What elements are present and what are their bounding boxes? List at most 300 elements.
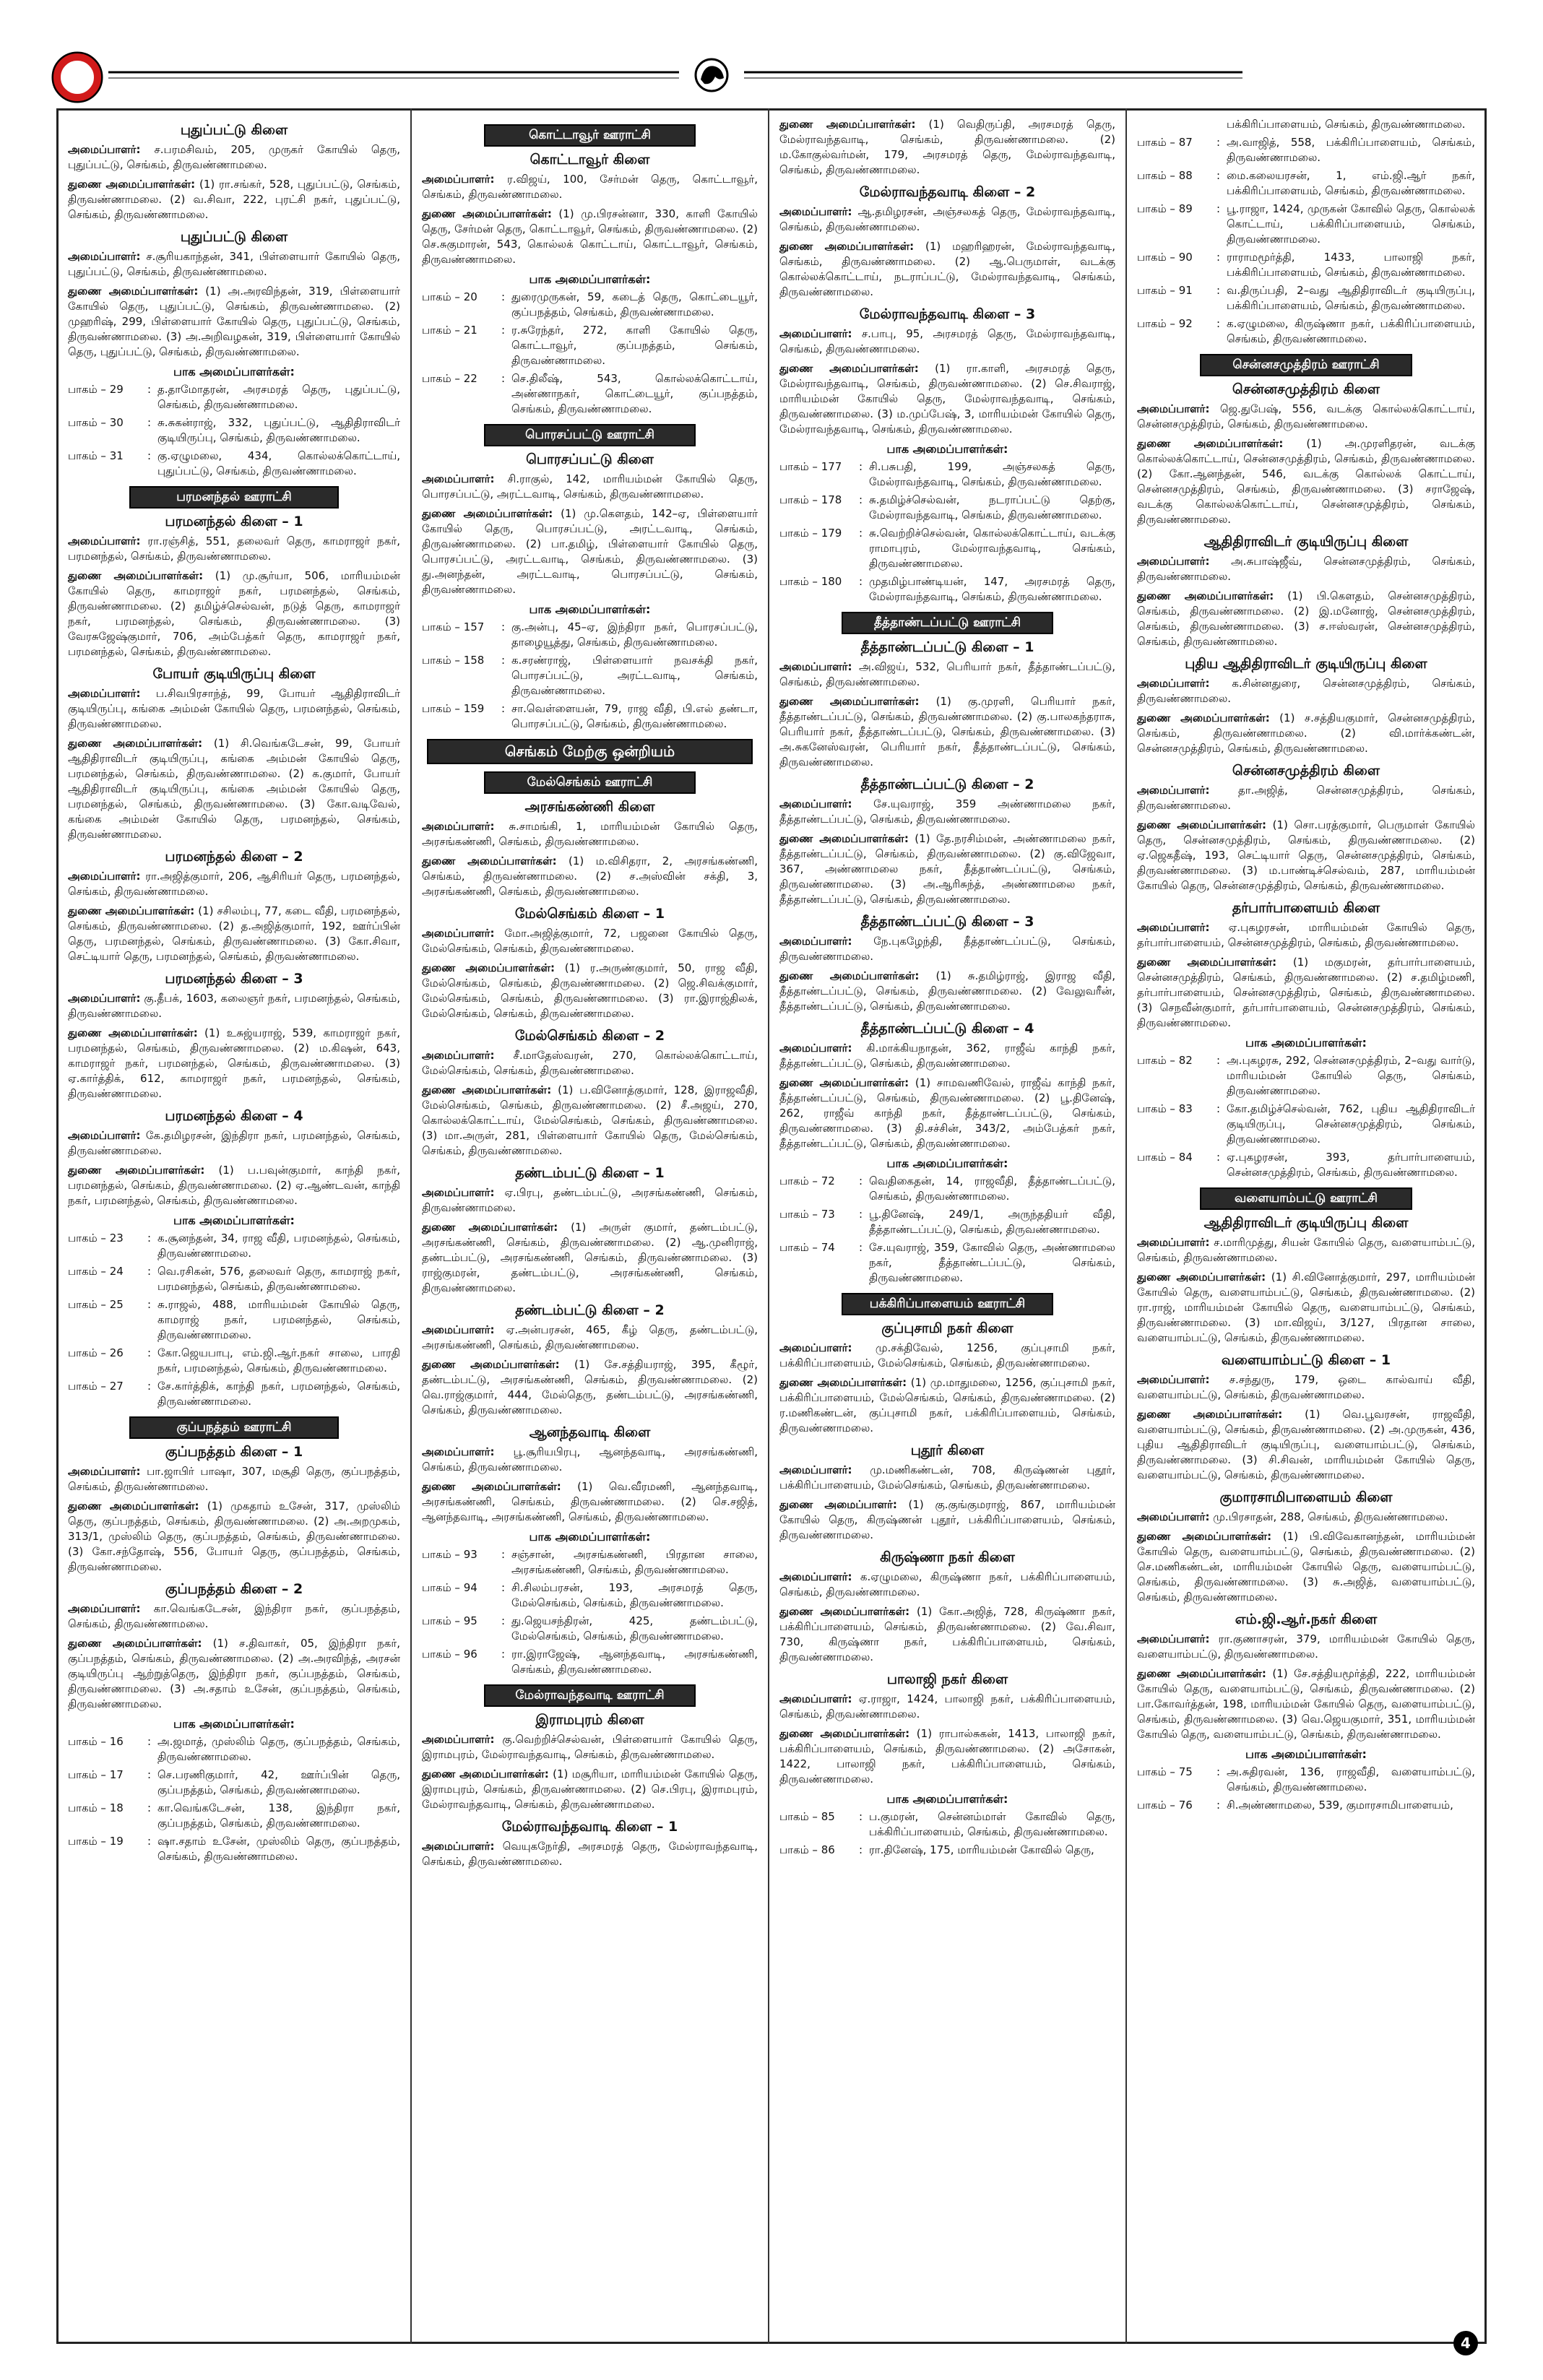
member-details: (1) ச.சத்தியகுமார், சென்னசமுத்திரம், செங்கம், திருவண்ணாமலை. (2) வி.மார்க்கண்டன், சென்னசமுத்திரம், செங்கம், திருவண்ணாமலை. — [1137, 711, 1475, 755]
branch-block — [779, 640, 1115, 770]
member-details: (1) சாமவணிவேல், ராஜீவ் காந்தி நகர், தீத்தாண்டப்பட்டு, செங்கம், திருவண்ணாமலை. (2) பூ.தினேஷ், 262, ராஜீவ் காந்தி நகர், தீத்தாண்டப்பட்டு, செங்கம், திருவண்ணாமலை. (3) தி.சச்சின், 343/2, அம்பேத்கர் நகர், தீத்தாண்டப்பட்டு, செங்கம், திருவண்ணாமலை. — [779, 1076, 1116, 1150]
branch-title: மேல்ராவந்தவாடி கிளை – 1 — [501, 1819, 678, 1835]
booth-details: செ.பரணிகுமார், 42, ஊர்ப்பின் தெரு, குப்பநத்தம், செங்கம், திருவண்ணாமலை. — [157, 1768, 400, 1796]
branch-title: ஆதிதிராவிடர் குடியிருப்பு கிளை — [1203, 1215, 1409, 1231]
member-entry — [779, 831, 1115, 907]
role-label: துணை அமைப்பாளர்கள்: — [422, 961, 556, 974]
booth-row — [779, 1207, 1115, 1237]
member-entry — [68, 1499, 400, 1575]
member-details: (1) சொ.பரத்குமார், பெருமாள் கோயில் தெரு, சென்னசமுத்திரம், செங்கம், திருவண்ணாமலை. (2) ஏ.ஜெகதீஷ், 193, செட்டியார் தெரு, சென்னசமுத்திரம், செங்கம், திருவண்ணாமலை. (3) ம.பாண்டிச்செல்வம், 287, மாரியம்மன் கோயில் தெரு, சென்னசமுத்திரம், செங்கம், திருவண்ணாமலை. — [1137, 818, 1475, 892]
member-entry — [68, 1026, 400, 1102]
member-details: (1) மு.பிரசன்னா, 330, காளி கோயில் தெரு, சேர்மன் தெரு, கொட்டாவூர், செங்கம், திருவண்ணாமலை. (2) செ.சுகுமாரன், 543, கொல்லக் கொட்டாய், கொட்டாவூர், செங்கம், திருவண்ணாமலை. — [422, 207, 758, 266]
booth-row — [68, 1346, 400, 1376]
member-entry — [422, 1323, 758, 1353]
booth-details: ரா.தினேஷ், 175, மாரியம்மன் கோவில் தெரு, — [869, 1843, 1094, 1856]
branch-title: பரமனந்தல் கிளை – 2 — [165, 849, 303, 865]
booth-details: சு.வெற்றிச்செல்வன், கொல்லக்கொட்டாய், வடக்கு ராமாபுரம், மேல்ராவந்தவாடி, செங்கம், திருவண்ணாமலை. — [869, 527, 1115, 570]
branch-title: கொட்டாவூர் கிளை — [530, 152, 650, 168]
masthead — [0, 0, 1543, 108]
member-entry — [1137, 402, 1475, 432]
column-1 — [58, 108, 412, 2344]
member-details: ச.சந்துரு, 179, ஒடை கால்வாய் வீதி, வளையாம்பட்டு, செங்கம், திருவண்ணாமலை. — [1137, 1373, 1475, 1401]
role-label: துணை அமைப்பாளர்கள்: — [1137, 1408, 1283, 1421]
role-label: அமைப்பாளர்: — [68, 250, 141, 263]
member-details: (1) சே.சத்தியமூர்த்தி, 222, மாரியம்மன் கோயில் தெரு, வளையாம்பட்டு, செங்கம், திருவண்ணாமலை. (2) பா.கோவர்த்தன், 198, மாரியம்மன் கோயில் தெரு, வளையாம்பட்டு, செங்கம், திருவண்ணாமலை. (3) வெ.ஜெயகுமார், 351, மாரியம்மன் கோயில் தெரு, வளையாம்பட்டு, செங்கம், திருவண்ணாமலை. — [1137, 1667, 1476, 1741]
member-entry — [68, 869, 400, 899]
member-entry — [422, 1732, 758, 1762]
booth-row — [68, 1734, 400, 1765]
member-details: (1) வெ.வீரமணி, ஆனந்தவாடி, அரசங்கண்ணி, செங்கம், திருவண்ணாமலை. (2) செ.சஜித், ஆனந்தவாடி, அரசங்கண்ணி, செங்கம், திருவண்ணாமலை. — [422, 1480, 758, 1523]
member-entry — [68, 1163, 400, 1208]
member-entry — [422, 207, 758, 267]
branch-block — [422, 1425, 758, 1677]
booth-details: ப.குமரன், சென்னம்மாள் கோவில் தெரு, பக்கிரிப்பாளையம், செங்கம், திருவண்ணாமலை. — [869, 1810, 1115, 1838]
booth-number: பாகம் – 22 — [422, 372, 477, 385]
branch-title: குப்புசாமி நகர் கிளை — [881, 1320, 1013, 1336]
branch-block — [1137, 1490, 1475, 1605]
booth-row — [68, 1231, 400, 1261]
booth-number: பாகம் – 93 — [422, 1548, 477, 1561]
role-label: துணை அமைப்பாளர்கள்: — [68, 1500, 199, 1513]
branch-title: பொரசப்பட்டு கிளை — [526, 451, 654, 467]
booth-details: சா.வெள்ளையன், 79, ராஜ வீதி, பி.எல் தண்டா, பொரசப்பட்டு, செங்கம், திருவண்ணாமலை. — [511, 702, 758, 730]
branch-title: தீத்தாண்டப்பட்டு கிளை – 2 — [860, 776, 1034, 792]
member-entry — [422, 1083, 758, 1159]
member-details: (1) வெ.பூவரசன், ராஜவீதி, வளையாம்பட்டு, செங்கம், திருவண்ணாமலை. (2) அ.முருகன், 436, புதிய ஆதிதிராவிடர் குடியிருப்பு, வளையாம்பட்டு, செங்கம், திருவண்ணாமலை. (3) சி.சிவன், மாரியம்மன் கோயில் தெரு, வளையாம்பட்டு, செங்கம், திருவண்ணாமலை. — [1137, 1408, 1475, 1481]
booth-details: சே.யுவராஜ், 359, கோவில் தெரு, அண்ணாமலை நகர், தீத்தாண்டப்பட்டு, செங்கம், திருவண்ணாமலை. — [869, 1241, 1115, 1284]
booth-number: பாகம் – 20 — [422, 290, 477, 303]
member-details: ச.பரமசிவம், 205, முருகர் கோயில் தெரு, புதுப்பட்டு, செங்கம், திருவண்ணாமலை. — [68, 143, 400, 171]
booth-row — [422, 653, 758, 698]
member-entry — [422, 819, 758, 849]
role-label: அமைப்பாளர்: — [779, 935, 852, 948]
branch-block — [422, 452, 758, 732]
member-details: ரா.குணாசரன், 379, மாரியம்மன் கோயில் தெரு, வளையாம்பட்டு, திருவண்ணாமலை. — [1137, 1632, 1475, 1661]
role-label: அமைப்பாளர்: — [422, 1186, 495, 1199]
branch-block — [422, 1166, 758, 1296]
member-entry — [779, 797, 1115, 827]
booth-number: பாகம் – 24 — [68, 1265, 124, 1278]
section-banner: குப்பநத்தம் ஊராட்சி — [129, 1416, 338, 1439]
member-details: மு.பிரசாதன், 288, செங்கம், திருவண்ணாமலை. — [1209, 1510, 1448, 1523]
booth-details: சி.பசுபதி, 199, அஞ்சலகத் தெரு, மேல்ராவந்தவாடி, செங்கம், திருவண்ணாமலை. — [869, 460, 1115, 488]
booth-number: பாகம் – 17 — [68, 1768, 124, 1781]
role-label: துணை அமைப்பாளர்கள்: — [779, 832, 909, 845]
member-details: சே.யுவராஜ், 359 அண்ணாமலை நகர், தீத்தாண்டப்பட்டு, செங்கம், திருவண்ணாமலை. — [779, 797, 1115, 826]
branch-block — [1137, 382, 1475, 527]
member-details: (1) மு.மாதுமலை, 1256, குப்புசாமி நகர், பக்கிரிப்பாளையம், மேல்செங்கம், செங்கம், திருவண்ணாமலை. (2) ர.மணிகண்டன், குப்புசாமி நகர், பக்கிரிப்பாளையம், செங்கம், திருவண்ணாமலை. — [779, 1376, 1116, 1435]
branch-title: இராமபுரம் கிளை — [535, 1712, 644, 1728]
booth-colon: : — [1216, 1054, 1221, 1067]
booth-number: பாகம் – 95 — [422, 1614, 477, 1627]
role-label: அமைப்பாளர்: — [779, 1570, 852, 1583]
member-entry — [779, 1604, 1115, 1665]
role-label: துணை அமைப்பாளர்: — [779, 1498, 897, 1511]
booth-details: க.சரண்ராஜ், பிள்ளையார் நவசக்தி நகர், பொரசப்பட்டு, அரட்டவாடி, செங்கம், திருவண்ணாமலை. — [511, 654, 758, 697]
member-entry — [68, 249, 400, 280]
booth-number: பாகம் – 96 — [422, 1648, 477, 1661]
member-entry — [1137, 711, 1475, 756]
role-label: துணை அமைப்பாளர்கள்: — [68, 904, 195, 917]
booth-row — [68, 1767, 400, 1798]
booth-details: மை.கலையரசன், 1, எம்.ஜி.ஆர் நகர், பக்கிரிப்பாளையம், செங்கம், திருவண்ணாமலை. — [1227, 169, 1475, 197]
booth-number: பாகம் – 158 — [422, 654, 485, 667]
member-details: ச.சூரியகாந்தன், 341, பிள்ளையார் கோயில் தெரு, புதுப்பட்டு, செங்கம், திருவண்ணாமலை. — [68, 250, 400, 278]
member-entry — [422, 854, 758, 899]
member-entry — [68, 904, 400, 964]
member-entry — [422, 1185, 758, 1216]
member-entry — [1137, 1270, 1475, 1346]
booth-row — [1137, 1102, 1475, 1147]
booth-colon: : — [147, 1346, 152, 1359]
booth-row — [68, 449, 400, 479]
booth-row — [68, 382, 400, 412]
booth-number: பாகம் – 30 — [68, 416, 124, 429]
circle-logo-icon — [53, 53, 102, 102]
booth-colon: : — [147, 1265, 152, 1278]
booth-organisers-heading: பாக அமைப்பாளர்கள்: — [886, 1156, 1008, 1170]
branch-block — [1137, 535, 1475, 649]
member-details: (1) சு.தமிழ்ராஜ், இராஜ வீதி, தீத்தாண்டப்பட்டு, செங்கம், திருவண்ணாமலை. (2) வேலுவரீன், தீத்தாண்டப்பட்டு, செங்கம், திருவண்ணாமலை. — [779, 969, 1115, 1013]
branch-block — [68, 667, 400, 842]
member-details: சீ.மாதேஸ்வரன், 270, கொல்லக்கொட்டாய், மேல்செங்கம், செங்கம், திருவண்ணாமலை. — [422, 1049, 758, 1077]
role-label: துணை அமைப்பாளர்கள்: — [1137, 1530, 1272, 1543]
role-label: அமைப்பாளர்: — [779, 327, 852, 340]
member-details: (1) சே.சத்தியராஜ், 395, கீழூர், தண்டம்பட்டு, அரசங்கண்ணி, செங்கம், திருவண்ணாமலை. (2) வெ.ராஜ்குமார், 444, மேல்தெரு, தண்டம்பட்டு, அரசங்கண்ணி, செங்கம், திருவண்ணாமலை. — [422, 1358, 758, 1416]
branch-block — [1137, 1216, 1475, 1346]
booth-organisers-heading: பாக அமைப்பாளர்கள்: — [886, 1792, 1008, 1806]
member-entry — [779, 361, 1115, 437]
role-label: துணை அமைப்பாளர்கள்: — [422, 1358, 560, 1371]
role-label: அமைப்பாளர்: — [422, 820, 495, 833]
member-entry — [1137, 1235, 1475, 1265]
booth-colon: : — [147, 1232, 152, 1245]
member-details: (1) உசுஜ்யராஜ், 539, காமராஜர் நகர், பரமனந்தல், செங்கம், திருவண்ணாமலை. (2) ம.கிஷன், 643, காமராஜர் நகர், பரமனந்தல், செங்கம், திருவண்ணாமலை. (3) ஏ.கார்த்திக், 612, காமராஜர் நகர், பரமனந்தல், செங்கம், திருவண்ணாமலை. — [68, 1026, 401, 1100]
booth-details: ரா.இராஜேஷ், ஆனந்தவாடி, அரசங்கண்ணி, செங்கம், திருவண்ணாமலை. — [511, 1648, 758, 1676]
booth-row — [1137, 1798, 1475, 1813]
role-label: அமைப்பாளர்: — [68, 1465, 141, 1478]
branch-block — [1137, 117, 1475, 347]
role-label: துணை அமைப்பாளர்கள்: — [422, 1480, 561, 1493]
member-entry — [68, 568, 400, 659]
booth-details: சு.ராஜல், 488, மாரியம்மன் கோயில் தெரு, காமராஜ் நகர், பரமனந்தல், செங்கம், திருவண்ணாமலை. — [157, 1298, 400, 1341]
booth-number: பாகம் – 91 — [1137, 284, 1193, 297]
member-details: கி.மாக்கியநாதன், 362, ராஜீவ் காந்தி நகர், தீத்தாண்டப்பட்டு, செங்கம், திருவண்ணாமலை. — [779, 1042, 1115, 1070]
role-label: துணை அமைப்பாளர்கள்: — [1137, 437, 1284, 450]
member-details: (1) முகதாம் உசேன், 317, முஸ்லிம் தெரு, குப்பநத்தம், செங்கம், திருவண்ணாமலை. (2) அ.அறமுகம், 313/1, முஸ்லிம் தெரு, குப்பநத்தம், செங்கம், திருவண்ணாமலை. (3) கோ.சந்தோஷ், 556, போயர் தெரு, குப்பநத்தம், செங்கம், திருவண்ணாமலை. — [68, 1500, 400, 1573]
role-label: அமைப்பாளர்: — [68, 1602, 141, 1615]
branch-block — [68, 230, 400, 479]
booth-details: ர.சுரேந்தர், 272, காளி கோயில் தெரு, கொட்டாவூர், குப்பநத்தம், செங்கம், திருவண்ணாமலை. — [511, 324, 758, 367]
booth-number: பாகம் – 89 — [1137, 202, 1193, 215]
booth-details: கு.ஏழுமலை, 434, கொல்லக்கொட்டாய், புதுப்பட்டு, செங்கம், திருவண்ணாமலை. — [157, 449, 400, 477]
section-banner: தீத்தாண்டப்பட்டு ஊராட்சி — [842, 612, 1053, 634]
role-label: துணை அமைப்பாளர்கள்: — [422, 1767, 549, 1780]
role-label: அமைப்பாளர்: — [779, 660, 852, 673]
role-label: துணை அமைப்பாளர்கள்: — [422, 854, 557, 867]
booth-number: பாகம் – 18 — [68, 1801, 124, 1814]
booth-row — [68, 1801, 400, 1831]
booth-row — [1137, 1150, 1475, 1180]
branch-title: சென்னசமுத்திரம் கிளை — [1232, 381, 1380, 397]
member-entry — [1137, 1372, 1475, 1403]
member-entry — [68, 991, 400, 1021]
member-entry — [422, 1839, 758, 1869]
booth-row — [68, 1834, 400, 1864]
booth-row — [1137, 1053, 1475, 1099]
booth-colon: : — [1216, 1151, 1221, 1164]
member-entry — [422, 1357, 758, 1418]
branch-block — [779, 1321, 1115, 1436]
booth-colon: : — [147, 383, 152, 396]
emblem-icon — [696, 59, 727, 91]
role-label: துணை அமைப்பாளர்கள்: — [1137, 1667, 1266, 1680]
role-label: துணை அமைப்பாளர்கள்: — [422, 1083, 552, 1096]
member-details: க.சின்னதுரை, சென்னசமுத்திரம், செங்கம், திருவண்ணாமலை. — [1137, 677, 1475, 705]
member-entry — [422, 472, 758, 502]
booth-colon: : — [501, 702, 506, 715]
branch-title: புதுப்பட்டு கிளை — [180, 229, 288, 245]
booth-number: பாகம் – 94 — [422, 1581, 477, 1594]
booth-colon — [1216, 117, 1227, 132]
booth-organisers-heading: பாக அமைப்பாளர்கள்: — [1245, 1747, 1367, 1761]
section-banner: பரமனந்தல் ஊராட்சி — [129, 486, 338, 509]
booth-row — [1137, 283, 1475, 313]
booth-organisers-heading: பாக அமைப்பாளர்கள்: — [173, 365, 295, 378]
role-label: அமைப்பாளர்: — [1137, 1373, 1210, 1386]
role-label: துணை அமைப்பாளர்கள்: — [1137, 1271, 1266, 1284]
member-details: (1) சி.வெங்கடேசன், 99, போயர் ஆதிதிராவிடர் குடியிருப்பு, கங்கை அம்மன் கோயில் தெரு, பரமனந்தல், செங்கம், திருவண்ணாமலை. (2) க.குமார், போயர் ஆதிதிராவிடர் குடியிருப்பு, கங்கை அம்மன் கோயில் தெரு, பரமனந்தல், செங்கம், திருவண்ணாமலை. (3) கோ.வடிவேல், கங்கை அம்மன் கோயில் தெரு, பரமனந்தல், செங்கம், திருவண்ணாமலை. — [68, 737, 401, 841]
booth-details: அ.புகழரசு, 292, சென்னசமுத்திரம், 2–வது வார்டு, மாரியம்மன் கோயில் தெரு, செங்கம், திருவண்ணாமலை. — [1227, 1054, 1475, 1097]
booth-colon: : — [147, 449, 152, 462]
member-details: (1) ப.வினோத்குமார், 128, இராஜவீதி, மேல்செங்கம், செங்கம், திருவண்ணாமலை. (2) சீ.அஜய், 270, கொல்லக்கொட்டாய், மேல்செங்கம், செங்கம், திருவண்ணாமலை. (3) மா.அருள், 281, பிள்ளையார் கோயில் தெரு, மேல்செங்கம், செங்கம், திருவண்ணாமலை. — [422, 1083, 758, 1157]
member-details: (1) தே.நரசிம்மன், அண்ணாமலை நகர், தீத்தாண்டப்பட்டு, செங்கம், திருவண்ணாமலை. (2) கு.விஜேவா, 367, அண்ணாமலை நகர், தீத்தாண்டப்பட்டு, செங்கம், திருவண்ணாமலை. (3) அ.ஆரிசுந்த், அண்ணாமலை நகர், தீத்தாண்டப்பட்டு, செங்கம், திருவண்ணாமலை. — [779, 832, 1115, 906]
branch-block — [422, 800, 758, 899]
booth-details: க.சூனந்தன், 34, ராஜ வீதி, பரமனந்தல், செங்கம், திருவண்ணாமலை. — [157, 1232, 400, 1260]
booth-number: பாகம் – 29 — [68, 383, 124, 396]
booth-colon: : — [859, 1241, 863, 1254]
branch-block — [779, 1672, 1115, 1858]
branch-title: தீத்தாண்டப்பட்டு கிளை – 3 — [860, 914, 1034, 930]
role-label: அமைப்பாளர்: — [1137, 784, 1210, 797]
branch-block — [779, 777, 1115, 907]
member-details: (1) வெதிருப்தி, அரசமரத் தெரு, மேல்ராவந்தவாடி, செங்கம், திருவண்ணாமலை. (2) ம.கோகுல்வர்மன், 179, அரசமரத் தெரு, மேல்ராவந்தவாடி, செங்கம், திருவண்ணாமலை. — [779, 118, 1115, 176]
booth-organisers-heading: பாக அமைப்பாளர்கள்: — [886, 442, 1008, 456]
booth-colon: : — [859, 575, 863, 588]
member-details: பா.ஜாபிர் பாஷா, 307, மசூதி தெரு, குப்பநத்தம், செங்கம், திருவண்ணாமலை. — [68, 1465, 400, 1493]
role-label: அமைப்பாளர்: — [68, 535, 141, 548]
member-details: சு.சாமங்கி, 1, மாரியம்மன் கோயில் தெரு, அரசங்கண்ணி, செங்கம், திருவண்ணாமலை. — [422, 820, 758, 848]
column-3 — [769, 108, 1127, 2344]
branch-title: குமாரசாமிபாளையம் கிளை — [1219, 1489, 1393, 1505]
role-label: அமைப்பாளர்: — [68, 870, 141, 883]
booth-colon: : — [501, 1614, 506, 1627]
member-entry — [779, 1570, 1115, 1600]
member-details: (1) மகுமரன், தர்பார்பாளையம், சென்னசமுத்திரம், செங்கம், திருவண்ணாமலை. (2) ச.தமிழ்மணி, தர்பார்பாளையம், சென்னசமுத்திரம், செங்கம், திருவண்ணாமலை. (3) செநவீன்குமார், தர்பார்பாளையம், சென்னசமுத்திரம், செங்கம், திருவண்ணாமலை. — [1137, 956, 1476, 1029]
member-details: ச.மாரிமுத்து, சியன் கோயில் தெரு, வளையாம்பட்டு, செங்கம், திருவண்ணாமலை. — [1137, 1236, 1475, 1264]
member-entry — [68, 1601, 400, 1632]
booth-row — [779, 526, 1115, 571]
branch-title: புதிய ஆதிதிராவிடர் குடியிருப்பு கிளை — [1185, 656, 1427, 672]
booth-row — [422, 1647, 758, 1677]
branch-title: ஆனந்தவாடி கிளை — [529, 1424, 651, 1440]
member-details: (1) அ.அரவிந்தன், 319, பிள்ளையார் கோயில் தெரு, புதுப்பட்டு, செங்கம், திருவண்ணாமலை. (2) முஹரிஷ், 299, பிள்ளையார் கோயில் தெரு, புதுப்பட்டு, செங்கம், திருவண்ணாமலை. (3) அ.அறிவழகன், 319, பிள்ளையார் கோயில் தெரு, புதுப்பட்டு, செங்கம், திருவண்ணாமலை. — [68, 285, 400, 358]
booth-number: பாகம் – 21 — [422, 324, 477, 337]
booth-details: செ.திலீஷ், 543, கொல்லக்கொட்டாய், அண்ணாநகர், கொட்டையூர், குப்பநத்தம், செங்கம், திருவண்ணாமலை. — [511, 372, 758, 415]
booth-number: பாகம் – 157 — [422, 620, 485, 633]
member-details: ப.சிவபிரசாந்த், 99, போயர் ஆதிதிராவிடர் குடியிருப்பு, கங்கை அம்மன் கோயில் தெரு, பரமனந்தல், செங்கம், திருவண்ணாமலை. — [68, 687, 400, 730]
member-details: கு.வெற்றிச்செல்வன், பிள்ளையார் கோயில் தெரு, இராமபுரம், மேல்ராவந்தவாடி, செங்கம், திருவண்ணாமலை. — [422, 1733, 758, 1761]
branch-block — [422, 1029, 758, 1159]
booth-number: பாகம் – 76 — [1137, 1799, 1193, 1812]
member-entry — [422, 172, 758, 202]
booth-row — [422, 323, 758, 368]
booth-row — [68, 415, 400, 446]
role-label: துணை அமைப்பாளர்கள்: — [422, 207, 552, 220]
booth-details: சு.சுகன்ராஜ், 332, புதுப்பட்டு, ஆதிதிராவிடர் குடியிருப்பு, செங்கம், திருவண்ணாமலை. — [157, 416, 400, 444]
booth-colon: : — [1216, 1799, 1221, 1812]
member-details: ஏ.ராஜா, 1424, பாலாஜி நகர், பக்கிரிப்பாளையம், செங்கம், திருவண்ணாமலை. — [779, 1692, 1115, 1721]
member-details: கே.தமிழரசன், இந்திரா நகர், பரமனந்தல், செங்கம், திருவண்ணாமலை. — [68, 1129, 400, 1157]
booth-number: பாகம் – 19 — [68, 1835, 124, 1848]
branch-title: பரமனந்தல் கிளை – 3 — [165, 971, 303, 987]
booth-row — [1137, 316, 1475, 347]
role-label: துணை அமைப்பாளர்கள்: — [779, 1727, 910, 1740]
role-label: துணை அமைப்பாளர்கள்: — [1137, 711, 1270, 724]
booth-colon: : — [1216, 284, 1221, 297]
branch-title: தீத்தாண்டப்பட்டு கிளை – 4 — [860, 1021, 1034, 1037]
booth-details: சி.சிலம்பரசன், 193, அரசமரத் தெரு, மேல்செங்கம், செங்கம், திருவண்ணாமலை. — [511, 1581, 758, 1609]
member-entry — [1137, 1407, 1475, 1483]
member-details: அ.விஜய், 532, பெரியார் நகர், தீத்தாண்டப்பட்டு, செங்கம், திருவண்ணாமலை. — [779, 660, 1115, 688]
booth-row — [1137, 168, 1475, 199]
booth-colon: : — [859, 1174, 863, 1187]
branch-block — [68, 1582, 400, 1864]
booth-details: சஞ்சான், அரசங்கண்ணி, பிரதான சாலை, அரசங்கண்ணி, செங்கம், திருவண்ணாமலை. — [511, 1548, 758, 1576]
member-entry — [68, 142, 400, 173]
booth-row — [1137, 1765, 1475, 1795]
role-label: அமைப்பாளர்: — [422, 173, 495, 186]
booth-number: பாகம் – 180 — [779, 575, 842, 588]
role-label: துணை அமைப்பாளர்கள்: — [779, 969, 920, 982]
member-entry — [1137, 955, 1475, 1031]
member-details: வெயுகநேர்தி, அரசமரத் தெரு, மேல்ராவந்தவாடி, செங்கம், திருவண்ணாமலை. — [422, 1840, 758, 1868]
member-entry — [779, 1341, 1115, 1371]
branch-block — [1137, 901, 1475, 1180]
member-details: ஏ.புகழரசன், மாரியம்மன் கோயில் தெரு, தர்பார்பாளையம், சென்னசமுத்திரம், செங்கம், திருவண்ணாமலை. — [1137, 921, 1475, 949]
member-details: (1) ப.பவுன்குமார், காந்தி நகர், பரமனந்தல், செங்கம், திருவண்ணாமலை. (2) ஏ.ஆண்டவன், காந்தி நகர், பரமனந்தல், செங்கம், திருவண்ணாமலை. — [68, 1164, 400, 1207]
booth-colon: : — [1216, 1765, 1221, 1778]
section-banner: சென்னசமுத்திரம் ஊராட்சி — [1200, 354, 1412, 376]
booth-details: துரைமுருகன், 59, கடைத் தெரு, கொட்டையூர், குப்பநத்தம், செங்கம், திருவண்ணாமலை. — [511, 290, 758, 319]
booth-colon: : — [501, 324, 506, 337]
member-details: தா.அஜித், சென்னசமுத்திரம், செங்கம், திருவண்ணாமலை. — [1137, 784, 1475, 812]
booth-details: கா.வெங்கடேசன், 138, இந்திரா நகர், குப்பநத்தம், செங்கம், திருவண்ணாமலை. — [157, 1801, 400, 1830]
member-entry — [68, 534, 400, 564]
booth-row — [1137, 250, 1475, 280]
booth-colon: : — [501, 1548, 506, 1561]
member-entry — [1137, 920, 1475, 951]
branch-block — [779, 1021, 1115, 1286]
booth-details: சு.தமிழ்ச்செல்வன், நடராப்பட்டு தெற்கு, மேல்ராவந்தவாடி, செங்கம், திருவண்ணாமலை. — [869, 493, 1115, 522]
role-label: அமைப்பாளர்: — [779, 1692, 852, 1705]
booth-row — [422, 1580, 758, 1611]
booth-details: வெதிகைதன், 14, ராஜவீதி, தீத்தாண்டப்பட்டு, செங்கம், திருவண்ணாமலை. — [869, 1174, 1115, 1203]
role-label: துணை அமைப்பாளர்கள்: — [68, 1026, 198, 1039]
role-label: அமைப்பாளர்: — [422, 472, 495, 485]
role-label: துணை அமைப்பாளர்கள்: — [422, 1221, 558, 1234]
booth-colon: : — [147, 1735, 152, 1748]
booth-colon: : — [501, 620, 506, 633]
booth-row — [422, 1614, 758, 1644]
role-label: துணை அமைப்பாளர்கள்: — [68, 569, 204, 582]
role-label: அமைப்பாளர்: — [68, 143, 141, 156]
member-entry — [68, 1464, 400, 1494]
booth-row — [422, 1547, 758, 1578]
member-entry — [779, 1463, 1115, 1493]
branch-block — [779, 914, 1115, 1014]
role-label: துணை அமைப்பாளர்கள்: — [68, 737, 203, 750]
member-entry — [422, 1767, 758, 1812]
booth-row — [422, 701, 758, 732]
booth-number: பாகம் – 31 — [68, 449, 124, 462]
role-label: துணை அமைப்பாளர்கள்: — [1137, 589, 1274, 602]
page-number: 4 — [1453, 2331, 1478, 2355]
branch-title: போயர் குடியிருப்பு கிளை — [152, 666, 316, 682]
booth-row — [779, 1240, 1115, 1286]
role-label: அமைப்பாளர்: — [422, 1840, 495, 1853]
booth-details: ராராமமூர்த்தி, 1433, பாலாஜி நகர், பக்கிரிப்பாளையம், செங்கம், திருவண்ணாமலை. — [1227, 251, 1475, 279]
role-label: அமைப்பாளர்: — [422, 1323, 495, 1336]
role-label: அமைப்பாளர்: — [779, 797, 852, 810]
branch-block — [68, 849, 400, 964]
booth-row — [68, 1379, 400, 1409]
booth-row — [779, 493, 1115, 523]
role-label: அமைப்பாளர்: — [1137, 1236, 1210, 1249]
member-details: (1) பி.விவேகானந்தன், மாரியம்மன் கோயில் தெரு, வளையாம்பட்டு, செங்கம், திருவண்ணாமலை. (2) செ.மணிகண்டன், மாரியம்மன் கோயில் தெரு, வளையாம்பட்டு, செங்கம், திருவண்ணாமலை. (3) சு.அஜித், வளையாம்பட்டு, செங்கம், திருவண்ணாமலை. — [1137, 1530, 1475, 1604]
member-entry — [1137, 436, 1475, 527]
booth-number: பாகம் – 72 — [779, 1174, 835, 1187]
section-banner: மேல்ராவந்தவாடி ஊராட்சி — [484, 1684, 695, 1707]
member-details: ச.பாபு, 95, அரசமரத் தெரு, மேல்ராவந்தவாடி, செங்கம், திருவண்ணாமலை. — [779, 327, 1115, 355]
booth-row — [68, 1297, 400, 1343]
booth-colon: : — [859, 1843, 863, 1856]
member-entry — [1137, 554, 1475, 584]
member-details: (1) அ.முரளிதரன், வடக்கு கொல்லக்கொட்டாய், சென்னசமுத்திரம், செங்கம், திருவண்ணாமலை. (2) கோ.ஆனந்தன், 546, வடக்கு கொல்லக் கொட்டாய், சென்னசமுத்திரம், செங்கம், திருவண்ணாமலை. (3) சராஜேஷ், வடக்கு கொல்லக்கொட்டாய், சென்னசமுத்திரம், செங்கம், திருவண்ணாமலை. — [1137, 437, 1475, 526]
branch-title: மேல்செங்கம் கிளை – 1 — [514, 906, 665, 922]
booth-row — [422, 620, 758, 650]
booth-details: ஷா.சதாம் உசேன், முஸ்லிம் தெரு, குப்பநத்தம், செங்கம், திருவண்ணாமலை. — [157, 1835, 400, 1863]
member-entry — [1137, 676, 1475, 706]
branch-title: மேல்ராவந்தவாடி கிளை – 2 — [859, 184, 1036, 200]
section-banner: வளையாம்பட்டு ஊராட்சி — [1200, 1187, 1412, 1210]
booth-colon: : — [501, 654, 506, 667]
member-entry — [779, 326, 1115, 357]
member-entry — [1137, 1666, 1475, 1742]
member-details: ஏ.அன்பரசன், 465, கீழ் தெரு, தண்டம்பட்டு, அரசங்கண்ணி, செங்கம், திருவண்ணாமலை. — [422, 1323, 758, 1351]
booth-details: முதமிழ்பாண்டியன், 147, அரசமரத் தெரு, மேல்ராவந்தவாடி, செங்கம், திருவண்ணாமலை. — [869, 575, 1115, 603]
branch-title: தண்டம்பட்டு கிளை – 2 — [515, 1302, 665, 1318]
booth-details: பூ.ராஜா, 1424, முருகன் கோவில் தெரு, கொல்லக் கொட்டாய், பக்கிரிப்பாளையம், செங்கம், திருவண்ணாமலை. — [1227, 202, 1475, 246]
member-details: ஆ.தமிழரசன், அஞ்சலகத் தெரு, மேல்ராவந்தவாடி, செங்கம், திருவண்ணாமலை. — [779, 205, 1115, 233]
booth-details: கோ.தமிழ்ச்செல்வன், 762, புதிய ஆதிதிராவிடர் குடியிருப்பு, சென்னசமுத்திரம், செங்கம், திருவண்ணாமலை. — [1227, 1102, 1475, 1146]
column-4 — [1127, 108, 1485, 2344]
booth-colon: : — [501, 290, 506, 303]
booth-details: து.ஜெயசந்திரன், 425, தண்டம்பட்டு, மேல்செங்கம், செங்கம், திருவண்ணாமலை. — [511, 1614, 758, 1643]
branch-block — [422, 906, 758, 1021]
member-details: ரா.அஜித்குமார், 206, ஆசிரியர் தெரு, பரமனந்தல், செங்கம், திருவண்ணாமலை. — [68, 870, 400, 898]
role-label: அமைப்பாளர்: — [779, 1042, 852, 1055]
